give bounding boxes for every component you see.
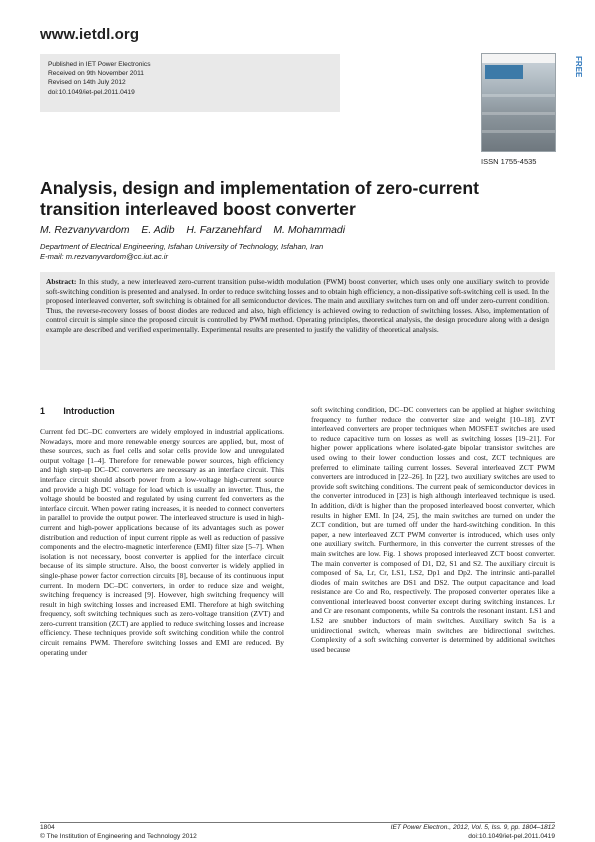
footer-left	[40, 824, 197, 841]
publication-info-box	[40, 54, 340, 112]
section-title: Introduction	[63, 406, 115, 416]
body-paragraph: Current fed DC–DC converters are widely employed in industrial applications. Nowadays, more and more renewable energy sources are applied, but, most of these sources, such as fuel cells and solar cells provide low and unregulated output voltage [1–4]. Therefore for renewable power sources, high efficiency and high step-up DC–DC converters are necessary as an interface circuit. This interface circuit should absorb power from a low-voltage high-current source and provide a high DC voltage for load which is usually an inverter. Thus, the voltage should be boosted and regulated by using current fed converters as the interface circuit. When power rating increases, it is needed to connect converters in parallel to provide the output power. The interleaved structure is used in high-current and high-power applications because of its advantages such as power distribution and reduction of input current ripple as well as reduction of passive components and the electro-magnetic interference (EMI) filter size [5–7]. When isolation is not necessary, boost converter is applied for the interface circuit because of its simple structure. Also, the boost converter is widely applied in single-phase power factor correction circuits [8], because of its continuous input current. In modern DC–DC converters, in order to reduce size and weight, switching frequency is increased [9]. However, high switching frequency will result in high switching losses and increased EMI. Therefore at high switching frequency, soft switching techniques such as zero-voltage transition (ZVT) and zero-current transition (ZCT) are applied to reduce switching losses and increase efficiency. These techniques provide soft switching condition while the control circuit remains PWM. Therefore switching losses and EMI are reduced. By operating under	[40, 427, 284, 657]
contact-email[interactable]: E-mail: m.rezvanyvardom@cc.iut.ac.ir	[40, 252, 168, 261]
page-number: 1804	[40, 824, 55, 831]
affiliation-block	[40, 242, 560, 262]
footer-right	[391, 824, 555, 841]
site-url[interactable]: www.ietdl.org	[40, 26, 140, 43]
copyright-notice: © The Institution of Engineering and Technology 2012	[40, 832, 197, 840]
free-access-badge: FREE	[574, 56, 583, 78]
footer-doi[interactable]: doi:10.1049/iet-pel.2011.0419	[468, 832, 555, 840]
affiliation: Department of Electrical Engineering, Isfahan University of Technology, Isfahan, Iran	[40, 242, 324, 251]
author-list	[40, 225, 354, 236]
abstract-box	[40, 272, 555, 370]
cover-header	[482, 54, 555, 63]
footer-divider	[40, 822, 555, 823]
body-paragraph: soft switching condition, DC–DC converters can be applied at higher switching frequency to further reduce the converter size and weight [10–18]. ZVT interleaved converters are proper techniques when MOSFET switches are used to reduce capacitive turn on losses as well as switching losses [19–21]. For higher power applications where isolated-gate bipolar transistor switches are used owing to their lower conduction losses and cost, ZCT techniques are preferred to eliminate tailing current losses. Several interleaved ZCT PWM converters are introduced in [22–26]. In [22], two auxiliary switches are used to provide soft switching conditions. The current peak of semiconductor devices in the converter introduced in [23] is high although interleaved technique is used. In addition, di/dt is higher than the proposed interleaved boost converter, which results in higher EMI. In [24, 25], the main switches are turned on under the ZCT condition, but are turned off under the hard-switching condition. In this paper, a new interleaved ZCT PWM converter is introduced, which uses only one auxiliary switch. Furthermore, in this converter the current stresses of the main switches are low. Fig. 1 shows proposed interleaved ZCT boost converter. The main converter is composed of D1, D2, S1 and S2. The auxiliary circuit is composed of Sa, Lr, Cr, LS1, LS2, Dp1 and Dp2. The intrinsic anti-parallel diodes of main switches are DS1 and DS2. The output capacitance and load resistance are Co and Ro, respectively. The proposed converter operates like a conventional interleaved boost converter except during switching instances. Lr and Cr are resonant components, while Sa controls the resonant instant. LS1 and LS2 are snubber inductors of main switches. Auxiliary switch Sa is a unidirectional switch, whereas main switches are bidirectional switches. Complexity of a soft switching converter is determined by additional switches used because	[311, 405, 555, 654]
pub-info-journal: Published in IET Power Electronics	[48, 61, 151, 68]
pub-info-doi: doi:10.1049/iet-pel.2011.0419	[48, 88, 135, 96]
pub-info-revised: Revised on 14th July 2012	[48, 79, 126, 87]
author-name: M. Mohammadi	[273, 225, 346, 236]
section-number: 1	[40, 406, 45, 416]
author-name: E. Adib	[141, 225, 175, 236]
cover-title-band	[485, 65, 523, 79]
cover-stripe	[482, 130, 555, 133]
author-name: M. Rezvanyvardom	[40, 225, 130, 236]
issn-number: ISSN 1755-4535	[481, 157, 537, 166]
journal-reference: IET Power Electron., 2012, Vol. 5, Iss. 9, pp. 1804–1812	[390, 824, 555, 831]
journal-cover-thumbnail	[481, 53, 556, 152]
free-access-sidebar	[568, 56, 582, 152]
paper-title: Analysis, design and implementation of zero-current transition interleaved boost converter	[40, 178, 479, 219]
abstract-text: In this study, a new interleaved zero-current transition pulse-width modulation (PWM) boost converter, which uses only one auxiliary switch to provide soft-switching condition is presented and analysed. In order to reduce switching losses and to obtain high efficiency, a non-dissipative soft-switching cell is used. In the proposed interleaved converter, soft switching is obtained for all semiconductor devices. The main and auxiliary switches turn on and off under zero-current condition. Thus, the reverse-recovery losses of boost diodes are reduced and also, high efficiency is achieved owing to reduction of switching losses. Also, implementation of control circuit is simple since the proposed circuit is controlled by PWM method. Operating principles, theoretical analysis, the design procedure along with a design example are described and verified experimentally. Experimental results are presented to justify the validity of theoretical analysis.	[46, 277, 549, 334]
cover-stripe	[482, 94, 555, 97]
body-column-left	[40, 427, 284, 815]
abstract-label: Abstract:	[46, 277, 77, 286]
pub-info-received: Received on 9th November 2011	[48, 70, 144, 78]
section-heading	[40, 406, 115, 416]
body-column-right	[311, 405, 555, 815]
author-name: H. Farzanehfard	[186, 225, 262, 236]
cover-stripe	[482, 112, 555, 115]
